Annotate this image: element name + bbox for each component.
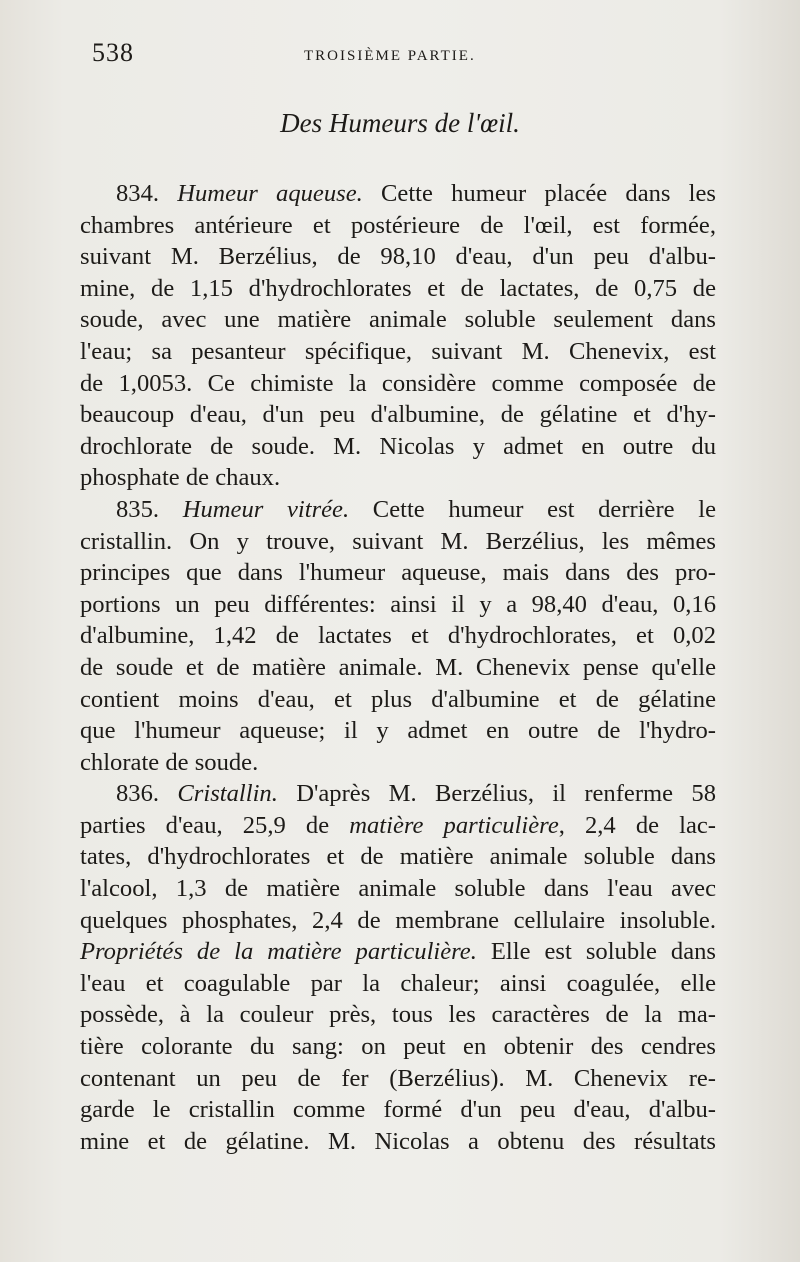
paragraph-835-first-line	[80, 494, 716, 526]
paragraph-text: Cette humeur placée dans les	[381, 180, 716, 207]
text-line: tière colorante du sang: on peut en obtenir des cendres	[80, 1033, 716, 1061]
paragraph-number: 834.	[116, 180, 160, 207]
text-line: que l'humeur aqueuse; il y admet en outre de l'hydro-	[80, 717, 716, 745]
text-line: l'alcool, 1,3 de matière animale soluble dans l'eau avec	[80, 875, 716, 903]
text-line: suivant M. Berzélius, de 98,10 d'eau, d'un peu d'albu-	[80, 243, 716, 271]
page-header	[92, 38, 722, 78]
text-line: portions un peu différentes: ainsi il y a 98,40 d'eau, 0,16	[80, 590, 716, 618]
text-line: quelques phosphates, 2,4 de membrane cellulaire insoluble.	[80, 906, 716, 934]
text-line: beaucoup d'eau, d'un peu d'albumine, de gélatine et d'hy-	[80, 401, 716, 429]
text-line: chambres antérieure et postérieure de l'œil, est formée,	[80, 211, 716, 239]
italic-term: matière particulière	[349, 811, 559, 839]
text-line: phosphate de chaux.	[80, 464, 281, 492]
paragraph-heading: Humeur vitrée.	[182, 495, 350, 523]
text-line: possède, à la couleur près, tous les caractères de la ma-	[80, 1001, 716, 1029]
text-line: mine, de 1,15 d'hydrochlorates et de lactates, de 0,75 de	[80, 274, 716, 302]
paragraph-text: D'après M. Berzélius, il renferme 58	[296, 780, 716, 808]
text-line: mine et de gélatine. M. Nicolas a obtenu des résultats	[80, 1127, 716, 1155]
text-line: chlorate de soude.	[80, 748, 259, 776]
text-line	[80, 936, 716, 968]
text-line: de soude et de matière animale. M. Chenevix pense qu'elle	[80, 653, 716, 681]
paragraph-heading: Humeur aqueuse.	[177, 180, 363, 207]
text-segment: Elle est soluble dans	[490, 938, 716, 966]
section-title: Des Humeurs de l'œil.	[280, 108, 520, 138]
text-line: tates, d'hydrochlorates et de matière animale soluble dans	[80, 843, 716, 871]
text-segment: , 2,4 de lac-	[558, 811, 716, 839]
text-line: contient moins d'eau, et plus d'albumine et de gélatine	[80, 685, 716, 713]
paragraph-number: 836.	[116, 780, 160, 808]
paragraph-heading: Cristallin.	[177, 780, 278, 808]
subsection-heading: Propriétés de la matière particulière.	[80, 938, 477, 966]
text-line	[80, 810, 716, 842]
paragraph-number: 835.	[116, 495, 160, 523]
paragraph-834-first-line	[80, 178, 716, 210]
page-number: 538	[92, 38, 134, 67]
text-line: d'albumine, 1,42 de lactates et d'hydrochlorates, et 0,02	[80, 622, 716, 650]
text-line: l'eau; sa pesanteur spécifique, suivant M. Chenevix, est	[80, 337, 716, 365]
paragraph-text: Cette humeur est derrière le	[372, 495, 716, 523]
text-line: de 1,0053. Ce chimiste la considère comme composée de	[80, 369, 716, 397]
text-segment: parties d'eau, 25,9 de	[80, 811, 350, 839]
text-line: drochlorate de soude. M. Nicolas y admet en outre du	[80, 432, 716, 460]
text-line: principes que dans l'humeur aqueuse, mais dans des pro-	[80, 559, 716, 587]
running-head: TROISIÈME PARTIE.	[304, 48, 476, 64]
text-line: contenant un peu de fer (Berzélius). M. Chenevix re-	[80, 1064, 716, 1092]
text-line: garde le cristallin comme formé d'un peu d'eau, d'albu-	[80, 1096, 716, 1124]
text-line: cristallin. On y trouve, suivant M. Berzélius, les mêmes	[80, 527, 716, 555]
paragraph-836-first-line	[80, 778, 716, 810]
text-line: soude, avec une matière animale soluble seulement dans	[80, 306, 716, 334]
text-line: l'eau et coagulable par la chaleur; ainsi coagulée, elle	[80, 969, 716, 997]
body-text	[80, 178, 716, 1157]
